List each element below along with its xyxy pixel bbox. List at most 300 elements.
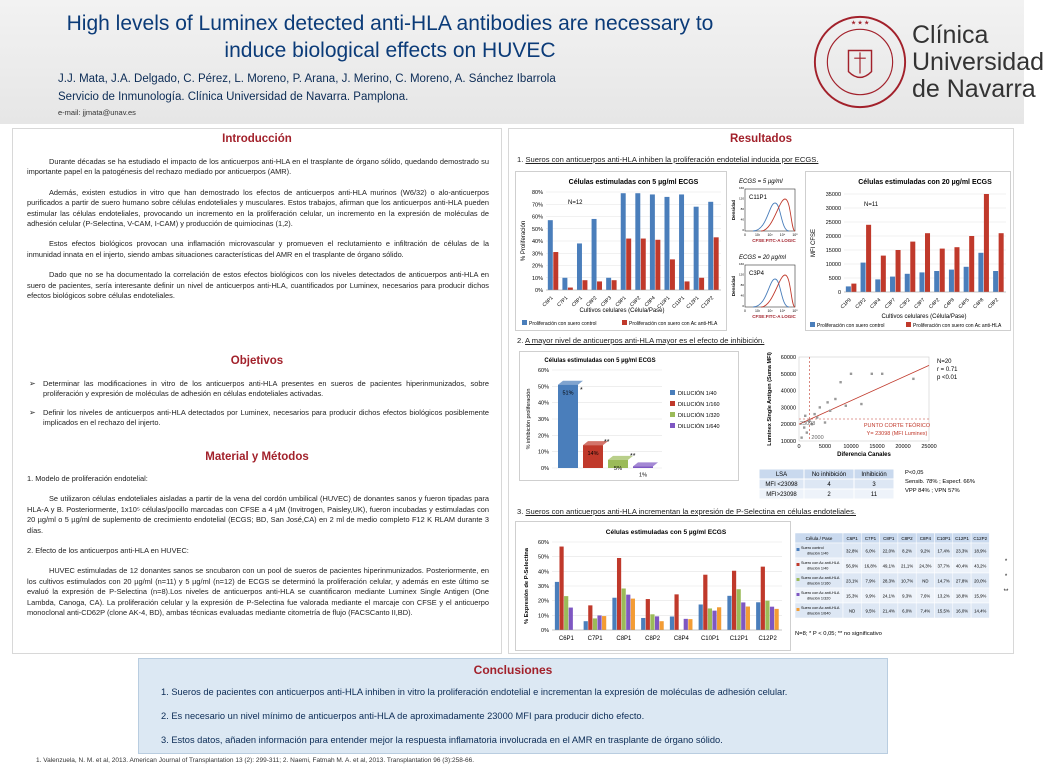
table-cell-text: 9,9% xyxy=(865,593,876,599)
x-tick-label: C3P4 xyxy=(869,297,883,311)
table-cell-text: 43,2% xyxy=(974,563,987,569)
result-2-text: A mayor nivel de anticuerpos anti-HLA mayor es el efecto de inhibición. xyxy=(525,336,765,345)
intro-paragraph-3: Estos efectos biológicos provocan una inflamación microvascular y promueven el reclutamiento e infiltración de células de la inmunidad innata en el injerto, siendo ambas situaciones características del AMR en el trasplante de órgano sólido. xyxy=(27,239,489,259)
bar xyxy=(846,286,851,292)
conclusion-1: 1. Sueros de pacientes con anticuerpos anti-HLA inhiben in vitro la proliferación endotelial e incrementan la expresión de moléculas de adhesión celular. xyxy=(161,687,788,697)
table-row-label: dilución 1/320 xyxy=(807,596,831,601)
scatter-point xyxy=(912,378,914,380)
university-logo xyxy=(812,8,1044,116)
flow-y-tick: 160 xyxy=(738,262,744,266)
table-cell-text: 24,3% xyxy=(919,563,932,569)
bar xyxy=(548,220,553,290)
bar xyxy=(708,608,712,630)
table-cell-text: 15,3% xyxy=(846,593,859,599)
bar xyxy=(770,607,774,630)
inhibition-dilution-svg xyxy=(520,352,740,482)
bar xyxy=(612,280,617,290)
chart-title: Células estimuladas con 20 µg/ml ECGS xyxy=(858,179,992,186)
x-tick-label: C3P2 xyxy=(898,297,912,311)
intro-text xyxy=(27,157,489,311)
bar xyxy=(633,466,653,468)
university-seal-icon xyxy=(812,14,908,110)
poster-header xyxy=(0,0,1044,124)
x-tick-label: C12P1 xyxy=(685,295,701,311)
table-cell-text: 16,8% xyxy=(864,563,877,569)
bar xyxy=(597,281,602,290)
flow-x-tick: 0 xyxy=(744,309,746,313)
bar xyxy=(679,194,684,290)
intro-paragraph-2: Además, existen estudios in vitro que han demostrado los efectos de anticuerpos anti-HLA murinos (W6/32) o alo-anticuerpos purificados a partir de suero humano sobre células endoteliales y musculares. Estos trabajos, afirman que los anticuerpos anti-HLA pueden estimular las células endoteliales, provocando un incremento en la proliferación celular, un incremento en la expresión de moléculas de adhesión celular (P-Selectina, V-CAM, I-CAM) y producción de quimiocinas (1,2). xyxy=(27,187,489,229)
flow-y-tick: 40 xyxy=(740,217,744,222)
legend-swatch xyxy=(797,563,800,566)
table-cell-text: 3 xyxy=(872,482,876,488)
y-tick-label: 50% xyxy=(531,226,543,233)
table-header-text: No inhibición xyxy=(811,472,847,478)
chart-title: Células estimuladas con 5 µg/ml ECGS xyxy=(568,179,699,186)
scatter-point xyxy=(806,431,808,433)
bar xyxy=(577,243,582,290)
legend-label: Proliferación con suero control xyxy=(529,321,597,327)
table-cell-text: 27,8% xyxy=(955,578,969,584)
table-cell-text: 37,7% xyxy=(937,563,950,569)
bar-top xyxy=(558,381,583,385)
x-tick-label: C3P7 xyxy=(883,297,897,311)
bar xyxy=(584,621,588,630)
flow-x-tick: 10² xyxy=(754,309,761,313)
table-row-label: Suero control xyxy=(801,546,824,550)
y-tick-label: 5000 xyxy=(828,276,841,282)
bar xyxy=(558,385,578,468)
flow-x-tick: 10⁴ xyxy=(779,233,786,237)
bar xyxy=(650,614,654,630)
bar xyxy=(861,263,866,292)
table-note: Sensib. 78% ; Especf. 66% xyxy=(905,479,975,485)
y-tick-label: 50000 xyxy=(780,371,796,378)
scatter-point xyxy=(829,410,831,412)
x-tick-label: C8P3 xyxy=(599,295,614,309)
table-cell-text: 17,4% xyxy=(937,548,950,554)
table-cell-text: 40,4% xyxy=(955,563,969,569)
chart-title: Células estimuladas con 5 µg/ml ECGS xyxy=(605,529,727,536)
pselectin-table xyxy=(795,533,1011,651)
bar xyxy=(626,595,630,630)
x-tick-label: C10P1 xyxy=(700,636,720,642)
flow-x-label: CFSE:FITC-A LOGIC xyxy=(752,314,796,319)
poster-title xyxy=(20,10,760,64)
x-tick-label: C6P1 xyxy=(558,636,574,642)
conclusions-box xyxy=(138,658,888,754)
scatter-point xyxy=(845,405,847,407)
y-tick-label: 20000 xyxy=(825,234,841,240)
flow-x-label: CFSE:FITC-A LOGIC xyxy=(752,238,796,243)
legend-swatch xyxy=(797,578,800,581)
bar xyxy=(612,598,616,630)
logo-line-2: Universidad xyxy=(912,48,1044,76)
x-tick-label: C4P5 xyxy=(957,297,971,311)
table-row-label: Suero con Ac anti-HLA xyxy=(801,576,840,580)
bar xyxy=(775,609,779,630)
bar xyxy=(684,619,688,630)
conclusion-2: 2. Es necesario un nivel mínimo de anticuerpos anti-HLA de aproximadamente 23000 MFI para producir dicho efecto. xyxy=(161,711,645,721)
conclusions-heading: Conclusiones xyxy=(473,663,553,677)
table-cell-text: 7,4% xyxy=(920,608,931,614)
intro-paragraph-4: Dado que no se ha documentado la correlación de estos efectos biológicos con los niveles detectados de anticuerpos anti-HLA en suero de pacientes, sería interesante definir un nivel de anticuerpos anti-HLA, cuantificados por Luminex, necesarios para producir dichos efectos biológicos sobre células endoteliales. xyxy=(27,270,489,301)
y-tick-label: 20% xyxy=(537,433,549,440)
bar xyxy=(688,619,692,630)
flow-y-label: Densidad xyxy=(731,275,736,297)
scatter-point xyxy=(813,413,815,415)
x-axis-label: Cultivos celulares (Célula/Pase) xyxy=(881,314,967,320)
table-cell-text: 8,2% xyxy=(902,548,912,554)
n-label: N=11 xyxy=(864,202,879,208)
arrow-bullet-icon: ➢ xyxy=(29,407,36,417)
data-label: 5% xyxy=(614,465,622,472)
bar xyxy=(670,617,674,630)
objective-1 xyxy=(29,379,489,400)
legend-swatch xyxy=(670,390,675,395)
legend-swatch xyxy=(622,320,627,325)
flow-y-tick: 0 xyxy=(742,304,744,308)
bar xyxy=(881,256,886,292)
y-tick-label: 40% xyxy=(537,400,549,407)
bar xyxy=(559,547,563,630)
x-tick-label: 15000 xyxy=(869,444,885,450)
proliferation-5ug-svg xyxy=(516,172,728,332)
title-line-2: induce biological effects on HUVEC xyxy=(224,39,556,62)
methods-paragraph-2: HUVEC estimuladas de 12 donantes sanos se sncubaron con un pool de sueros de pacientes hiperinmunizados. Posteriormente, en los cultivos estimulados con 20 µg/ml (n=11) y 5 µg/ml (n=12) de ECGS se determinó la proliferación celular, y además en este último se evaluó la expresión de P-Selectina (n=8).Los niveles de anticuerpos anti-HLA se cuantificaron mediante Luminex Single Antigen (One Lambda, Canoga, CA). La proliferación celular y la expresión de P-Selectina fue valorada mediante el marcaje con CFSE y el anticuerpo monoclonal anti-CD62P (clone AK-4, BD), ambas técnicas evaluadas mediante citometría de flujo (FACSCanto II,BD). xyxy=(27,566,489,618)
y-tick-label: 0% xyxy=(535,288,543,294)
flow-y-tick: 80 xyxy=(740,207,744,211)
bar xyxy=(714,237,719,290)
stat-label: p <0.01 xyxy=(937,375,958,381)
table-cell-text: 24,1% xyxy=(882,593,895,599)
y-tick-label: 20% xyxy=(531,263,543,270)
flow-x-tick: 0 xyxy=(744,233,746,237)
table-cell-text: 9,5% xyxy=(865,608,876,614)
bar xyxy=(890,277,895,292)
scatter-point xyxy=(800,436,802,438)
table-cell-text: 6,0% xyxy=(865,548,876,554)
pselectin-table-svg xyxy=(795,533,1011,651)
table-cell-text: 14,7% xyxy=(937,578,950,584)
legend-label: Proliferación con suero con Ac anti-HLA xyxy=(913,323,1002,329)
table-row-label: Suero con Ac anti-HLA xyxy=(801,606,840,610)
y-axis-label: % Proliferación xyxy=(521,220,527,262)
scatter-point xyxy=(804,415,806,417)
x-tick-label: 20000 xyxy=(895,444,911,450)
bar xyxy=(910,242,915,292)
scatter-point xyxy=(826,401,828,403)
authors: J.J. Mata, J.A. Delgado, C. Pérez, L. Moreno, P. Arana, J. Merino, C. Moreno, A. Sánchez Ibarrola xyxy=(58,73,556,85)
table-cell-text: 32,8% xyxy=(846,548,859,554)
table-row-label: dilución 1/640 xyxy=(807,611,831,616)
y-tick-label: 30% xyxy=(537,584,549,590)
bar xyxy=(569,608,573,630)
y-tick-label: 50% xyxy=(537,554,549,561)
flow-title: ECGS = 5 µg/ml xyxy=(739,179,783,185)
bar xyxy=(703,575,707,630)
table-cell-text: 11 xyxy=(870,492,878,498)
x-tick-label: C7P1 xyxy=(556,295,570,309)
bar xyxy=(582,280,587,290)
x-tick-label: C11P1 xyxy=(671,295,686,310)
bar xyxy=(617,558,621,630)
x-tick-label: C8P2 xyxy=(645,636,661,642)
x-tick-label: C12P1 xyxy=(729,636,749,642)
references: 1. Valenzuela, N. M. et al, 2013. American Journal of Transplantation 13 (2): 299-311; 2. Naemi, Fatmah M. A. et al, 2013. Transplantation 96 (3):258-66. xyxy=(36,757,475,764)
y-tick-label: 25000 xyxy=(825,220,841,226)
bar xyxy=(606,278,611,290)
x-tick-label: 10000 xyxy=(843,444,859,450)
table-cell-text: 9,3% xyxy=(902,593,912,599)
bar xyxy=(954,247,959,292)
bar xyxy=(851,284,856,292)
y-tick-label: 10000 xyxy=(825,262,841,268)
cutoff-label: Y= 23098 (MFI Luminex) xyxy=(866,431,928,437)
table-cell-text: 9,2% xyxy=(920,548,931,554)
table-cell-text: 7,9% xyxy=(865,578,876,584)
result-3-text: Sueros con anticuerpos anti-HLA incrementan la expresión de P-Selectina en células endoteliales. xyxy=(525,507,856,516)
legend-label: Proliferación con suero con Ac anti-HLA xyxy=(629,321,718,327)
svg-text:★ ★ ★: ★ ★ ★ xyxy=(850,20,870,27)
bar xyxy=(592,219,597,290)
x-tick-label: C7P1 xyxy=(587,636,603,642)
bar xyxy=(984,194,989,292)
bar xyxy=(875,279,880,292)
flow-x-tick: 10³ xyxy=(767,309,773,313)
chart-pselectin xyxy=(515,521,791,651)
table-header-text: LSA xyxy=(775,472,788,478)
table-header-text: C10P1 xyxy=(936,536,951,541)
bar xyxy=(761,567,765,630)
x-tick-label: C4P8 xyxy=(942,297,956,311)
x-tick-label: C8P2 xyxy=(585,295,599,309)
methods-heading: Material y Métodos xyxy=(205,451,309,463)
y-tick-label: 60% xyxy=(531,214,543,221)
bar xyxy=(670,259,675,290)
chart-proliferation-20ug xyxy=(805,171,1011,331)
table-header-text: C8P4 xyxy=(919,536,931,541)
university-name xyxy=(912,22,1044,103)
table-cell-text: 7,6% xyxy=(920,593,931,599)
significance-mark: * xyxy=(580,387,583,394)
scatter-point xyxy=(860,403,862,405)
bar xyxy=(650,194,655,290)
bar-top xyxy=(633,462,658,466)
scatter-point xyxy=(816,416,818,418)
objective-text-1: Determinar las modificaciones in vitro de los anticuerpos anti-HLA presentes en sueros de pacientes hiperinmunizados, sobre proliferación y expresión de moléculas de adhesión en células endoteliales activadas. xyxy=(43,379,489,399)
y-tick-label: 15000 xyxy=(825,248,841,254)
proliferation-20ug-svg xyxy=(806,172,1012,332)
bar xyxy=(602,616,606,630)
y-tick-label: 10000 xyxy=(780,439,796,445)
cutoff-annotation: 23098 xyxy=(800,420,816,427)
bar xyxy=(964,267,969,292)
table-cell-text: 4 xyxy=(827,482,831,488)
bar xyxy=(978,253,983,292)
methods-text xyxy=(27,474,489,628)
bar xyxy=(635,193,640,290)
bar xyxy=(993,271,998,292)
stat-label: r = 0.71 xyxy=(937,367,958,373)
intro-heading: Introducción xyxy=(222,133,292,145)
x-tick-label: C8P2 xyxy=(986,297,1001,311)
flow-title: ECGS = 20 µg/ml xyxy=(739,255,786,261)
conclusion-3: 3. Estos datos, añaden información para entender mejor la respuesta inflamatoria involucrada en el AMR en trasplante de órgano sólido. xyxy=(161,735,723,745)
bar xyxy=(699,604,703,630)
data-label: 14% xyxy=(587,451,599,458)
scatter-point xyxy=(834,398,836,400)
y-axis-label: % Expresión de P-Selectina xyxy=(524,547,530,625)
table-cell-text: 18,9% xyxy=(974,548,987,554)
flow-x-tick: 10² xyxy=(754,233,761,237)
bar xyxy=(919,272,924,292)
x-tick-label: C9P1 xyxy=(614,295,628,309)
bar xyxy=(896,250,901,292)
table-header-text: C7P1 xyxy=(864,536,877,541)
legend-label: DILUCIÓN 1/160 xyxy=(678,402,720,408)
x-axis-label: Cultivos celulares (Célula/Pase) xyxy=(579,308,665,314)
result-2-number: 2. xyxy=(517,336,524,345)
bar xyxy=(655,240,660,290)
results-heading: Resultados xyxy=(730,133,792,145)
flow-y-tick: 120 xyxy=(738,272,744,277)
y-axis-label: % inhibición proliferación xyxy=(526,388,532,450)
significance-mark: ** xyxy=(630,453,636,460)
scatter-point xyxy=(850,373,852,375)
bar xyxy=(555,582,559,630)
table-cell-text: 15,9% xyxy=(974,593,987,599)
y-axis-label: Luminex Single Antigen (Suma MFI) xyxy=(767,352,773,446)
email: e-mail: jjmata@unav.es xyxy=(58,108,136,117)
bar xyxy=(699,278,704,290)
table-cell-text: 10,7% xyxy=(900,578,914,584)
y-tick-label: 60% xyxy=(537,540,549,546)
scatter-point xyxy=(881,373,883,375)
x-tick-label: C4P2 xyxy=(928,297,942,311)
x-tick-label: 25000 xyxy=(921,444,937,450)
logo-line-1: Clínica xyxy=(912,21,989,49)
bar xyxy=(727,596,731,630)
bar xyxy=(622,588,626,630)
x-tick-label: 0 xyxy=(797,444,801,450)
y-tick-label: 0% xyxy=(541,628,549,634)
table-cell-text: 16,0% xyxy=(955,608,969,614)
y-tick-label: 30000 xyxy=(780,405,796,412)
y-axis-label: MFI CFSE xyxy=(811,229,817,257)
data-label: 51% xyxy=(562,390,574,397)
x-tick-label: C4P8 xyxy=(972,297,986,311)
bar xyxy=(969,236,974,292)
legend-swatch xyxy=(906,322,911,327)
scatter-point xyxy=(871,373,873,375)
table-cell-text: 28,3% xyxy=(882,578,895,584)
lsa-table-box xyxy=(759,461,1007,501)
bar xyxy=(999,233,1004,292)
table-cell-text: MFI>23098 xyxy=(766,492,797,498)
objectives-heading: Objetivos xyxy=(230,355,284,367)
objectives-list xyxy=(29,379,489,437)
x-tick-label: C8P4 xyxy=(643,295,657,309)
y-tick-label: 20000 xyxy=(780,422,796,429)
flow-x-tick: 10³ xyxy=(767,233,773,237)
legend-swatch xyxy=(797,548,800,551)
chart-title: Células estimuladas con 5 µg/ml ECGS xyxy=(544,358,656,364)
logo-line-3: de Navarra xyxy=(912,75,1036,103)
y-tick-label: 30% xyxy=(537,417,549,423)
y-tick-label: 35000 xyxy=(825,192,841,198)
table-header-text: C12P1 xyxy=(955,536,969,541)
flow-sample-label: C11P1 xyxy=(749,195,767,201)
table-cell-text: 13,2% xyxy=(937,593,950,599)
legend-label: DILUCIÓN 1/40 xyxy=(678,391,717,397)
x-tick-label: C8P1 xyxy=(616,636,632,642)
bar xyxy=(934,271,939,292)
result-3 xyxy=(517,507,856,516)
flow-y-tick: 120 xyxy=(738,196,744,201)
y-tick-label: 40% xyxy=(537,569,549,576)
significance-mark: * xyxy=(1004,559,1008,565)
scatter-point xyxy=(824,421,826,423)
pselectin-svg xyxy=(516,522,792,652)
bar xyxy=(905,274,910,292)
x-tick-label: C1P9 xyxy=(839,297,853,311)
y-tick-label: 0 xyxy=(837,290,841,296)
bar xyxy=(737,589,741,630)
scatter-point xyxy=(819,406,821,408)
flow-histogram-svg xyxy=(731,171,801,331)
y-tick-label: 20% xyxy=(537,598,549,605)
flow-cytometry-panels xyxy=(731,171,801,331)
methods-subheading-2: 2. Efecto de los anticuerpos anti-HLA en HUVEC: xyxy=(27,546,189,556)
department: Servicio de Inmunología. Clínica Universidad de Navarra. Pamplona. xyxy=(58,91,409,103)
table-cell-text: 15,5% xyxy=(937,608,950,614)
bar xyxy=(593,618,597,630)
y-tick-label: 10% xyxy=(537,449,549,456)
bar xyxy=(588,605,592,630)
objective-text-2: Definir los niveles de anticuerpos anti-HLA detectados por Luminex, necesarios para producir dichos efectos biológicos posiblemente implicados en el rechazo del injerto. xyxy=(43,407,489,428)
y-tick-label: 60% xyxy=(537,368,549,374)
bar xyxy=(641,239,646,290)
intro-paragraph-1: Durante décadas se ha estudiado el impacto de los anticuerpos anti-HLA en el trasplante de órgano sólido, quedando demostrado su importante papel en la patogénesis del rechazo mediado por anticuerpos (AMR). xyxy=(27,157,489,177)
x-tick-label: C6P1 xyxy=(541,295,555,309)
bar xyxy=(621,193,626,290)
bar xyxy=(568,288,573,290)
bar xyxy=(646,599,650,630)
legend-swatch xyxy=(670,401,675,406)
bar xyxy=(562,278,567,290)
significance-mark: ** xyxy=(604,439,610,446)
table-cell-text: 49,1% xyxy=(882,563,895,569)
bar xyxy=(940,249,945,292)
bar xyxy=(685,281,690,290)
result-3-number: 3. xyxy=(517,507,524,516)
table-cell-text: 18,8% xyxy=(955,593,969,599)
bar xyxy=(949,270,954,292)
result-2 xyxy=(517,336,764,345)
bar xyxy=(741,602,745,630)
table-header-text: Célula / Pase xyxy=(805,536,833,541)
result-1-text: Sueros con anticuerpos anti-HLA inhiben la proliferación endotelial inducida por ECGS. xyxy=(525,155,819,164)
arrow-bullet-icon: ➢ xyxy=(29,379,36,388)
bar xyxy=(553,252,558,290)
bar xyxy=(674,594,678,630)
x-tick-label: 5000 xyxy=(818,444,832,450)
data-label: 1% xyxy=(639,472,647,479)
result-1 xyxy=(517,155,818,164)
cutoff-annotation: 2000 xyxy=(811,435,824,441)
legend-label: Proliferación con suero control xyxy=(817,323,885,329)
